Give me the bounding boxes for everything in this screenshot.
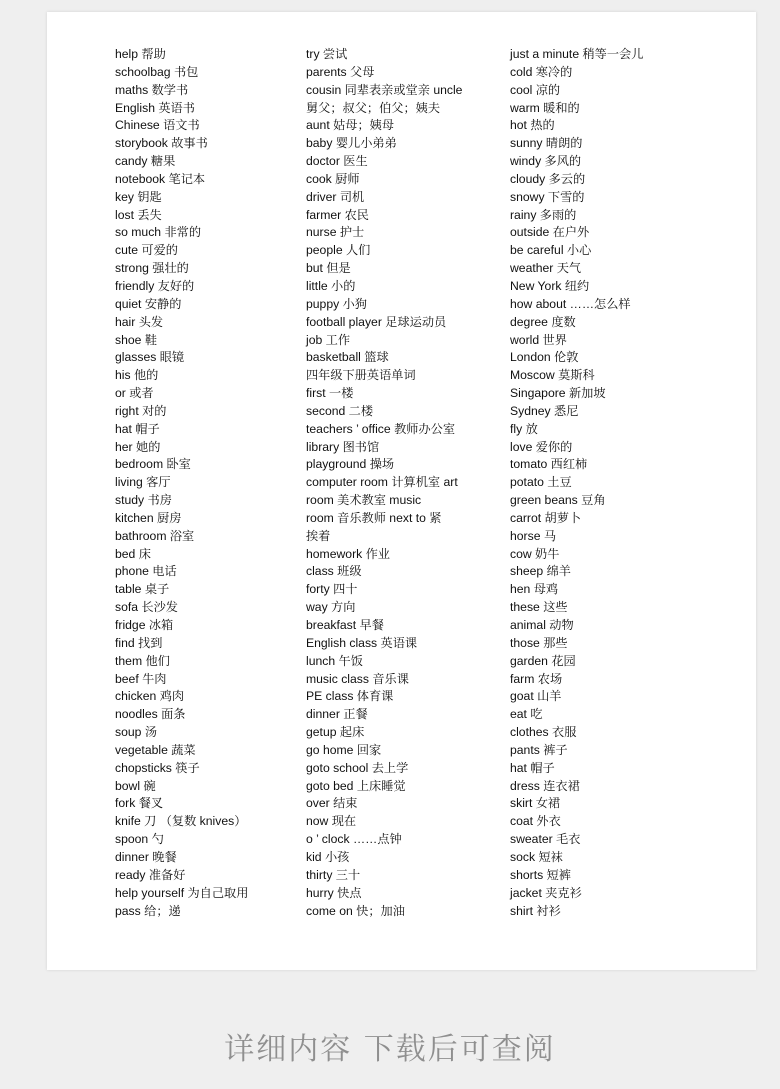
vocab-entry: getup 起床 [306,725,365,740]
vocab-entry: degree 度数 [510,314,576,329]
vocab-entry: pass 给；递 [115,903,181,918]
vocab-entry: driver 司机 [306,189,365,204]
vocab-entry: job 工作 [306,332,351,347]
vocab-entry: eat 吃 [510,707,543,722]
document-page [47,12,756,970]
vocab-entry: vegetable 蔬菜 [115,742,196,757]
vocab-entry: 舅父；叔父；伯父；姨夫 [306,100,441,115]
vocab-entry: New York 纽约 [510,278,590,293]
vocab-entry: hair 头发 [115,314,164,329]
vocab-entry: carrot 胡萝卜 [510,510,582,525]
vocab-entry: potato 土豆 [510,475,572,490]
vocab-entry: lost 丢失 [115,207,162,222]
vocab-entry: schoolbag 书包 [115,64,199,79]
vocab-entry: notebook 笔记本 [115,171,206,186]
vocab-entry: just a minute 稍等一会儿 [510,47,644,61]
vocab-entry: hat 帽子 [115,421,160,436]
vocab-entry: bowl 碗 [115,778,156,793]
vocab-entry: farm 农场 [510,671,563,686]
vocab-entry: Singapore 新加坡 [510,386,606,401]
vocab-entry: library 图书馆 [306,439,380,454]
vocab-entry: cloudy 多云的 [510,171,586,186]
vocab-entry: hurry 快点 [306,885,362,900]
vocab-entry: these 这些 [510,600,568,615]
vocab-entry: table 桌子 [115,582,170,597]
vocab-entry: playground 操场 [306,457,395,472]
vocab-entry: be careful 小心 [510,243,592,258]
vocab-entry: English 英语书 [115,100,195,115]
vocab-entry: dress 连衣裙 [510,778,580,793]
vocab-entry: now 现在 [306,814,357,829]
vocab-entry: bedroom 卧室 [115,457,191,472]
vocab-entry: goto bed 上床睡觉 [306,778,406,793]
vocab-entry: London 伦敦 [510,350,579,365]
vocab-entry: strong 强壮的 [115,261,189,276]
word-column-1 [115,46,295,920]
vocab-entry: garden 花园 [510,653,576,668]
vocab-entry: dinner 正餐 [306,707,368,722]
vocab-entry: shoe 鞋 [115,332,158,347]
vocab-entry: phone 电话 [115,564,177,579]
word-column-2 [306,46,492,920]
vocab-entry: sheep 绵羊 [510,564,571,579]
vocab-entry: 挨着 [306,528,331,543]
vocab-entry: cow 奶牛 [510,546,560,561]
vocab-entry: baby 婴儿小弟弟 [306,136,397,151]
vocab-entry: clothes 衣服 [510,725,577,740]
vocab-entry: football player 足球运动员 [306,314,447,329]
vocab-entry: chopsticks 筷子 [115,760,200,775]
vocab-entry: cold 寒冷的 [510,64,573,79]
vocab-entry: so much 非常的 [115,225,202,240]
vocab-entry: chicken 鸡肉 [115,689,185,704]
vocab-entry: goat 山羊 [510,689,562,704]
vocab-entry: sock 短袜 [510,849,563,864]
vocab-entry: class 班级 [306,564,362,579]
vocab-entry: sofa 长沙发 [115,600,178,615]
vocab-entry: horse 马 [510,528,557,543]
vocab-entry: find 找到 [115,635,163,650]
vocab-entry: doctor 医生 [306,154,368,169]
vocab-entry: over 结束 [306,796,358,811]
vocab-entry: key 钥匙 [115,189,162,204]
vocab-entry: how about ……怎么样 [510,296,631,311]
vocab-entry: her 她的 [115,439,161,454]
vocab-entry: friendly 友好的 [115,278,195,293]
vocab-entry: PE class 体育课 [306,689,394,704]
vocab-entry: fork 餐叉 [115,796,164,811]
vocab-entry: homework 作业 [306,546,390,561]
vocab-entry: people 人们 [306,243,371,258]
vocab-entry: living 客厅 [115,475,171,490]
vocab-entry: glasses 眼镜 [115,350,185,365]
vocab-entry: computer room 计算机室 art [306,475,458,490]
vocab-entry: snowy 下雪的 [510,189,585,204]
vocab-entry: study 书房 [115,493,172,508]
vocab-entry: sweater 毛衣 [510,832,581,847]
vocab-entry: puppy 小狗 [306,296,367,311]
vocab-entry: 四年级下册英语单词 [306,368,416,383]
vocab-entry: coat 外衣 [510,814,561,829]
vocab-entry: warm 暖和的 [510,100,580,115]
vocab-entry: love 爱你的 [510,439,573,454]
vocab-entry: forty 四十 [306,582,358,597]
vocab-entry: animal 动物 [510,618,574,632]
vocab-entry: breakfast 早餐 [306,618,384,632]
vocab-entry: o ’ clock ……点钟 [306,832,402,847]
vocab-entry: windy 多风的 [510,154,582,169]
vocab-entry: hot 热的 [510,118,555,133]
vocab-entry: help yourself 为自己取用 [115,885,249,900]
vocab-entry: music class 音乐课 [306,671,409,686]
vocab-entry: ready 准备好 [115,867,186,882]
vocab-entry: cousin 同辈表亲或堂亲 uncle [306,82,463,97]
vocab-entry: English class 英语课 [306,635,418,650]
vocab-entry: right 对的 [115,403,167,418]
vocab-entry: his 他的 [115,368,159,383]
vocab-entry: jacket 夹克衫 [510,885,582,900]
vocab-entry: weather 天气 [510,261,582,276]
vocab-entry: world 世界 [510,332,567,347]
vocab-entry: shirt 衬衫 [510,903,561,918]
vocab-entry: help 帮助 [115,47,166,61]
vocab-entry: hat 帽子 [510,760,555,775]
vocab-entry: fly 放 [510,421,538,436]
vocab-entry: lunch 午饭 [306,653,363,668]
vocab-entry: quiet 安静的 [115,296,182,311]
vocab-entry: sunny 晴朗的 [510,136,583,151]
vocab-entry: try 尝试 [306,47,348,61]
vocab-entry: candy 糖果 [115,154,176,169]
vocab-entry: Chinese 语文书 [115,118,200,133]
vocab-entry: those 那些 [510,635,568,650]
vocab-entry: dinner 晚餐 [115,849,177,864]
vocab-entry: shorts 短裤 [510,867,571,882]
vocab-entry: kitchen 厨房 [115,510,182,525]
vocab-entry: nurse 护士 [306,225,365,240]
vocab-entry: Moscow 莫斯科 [510,368,595,383]
vocab-entry: hen 母鸡 [510,582,559,597]
vocab-entry: rainy 多雨的 [510,207,577,222]
vocab-entry: soup 汤 [115,725,158,740]
vocab-entry: come on 快；加油 [306,903,405,918]
vocab-entry: tomato 西红柿 [510,457,588,472]
vocab-entry: knife 刀 （复数 knives） [115,814,247,829]
vocab-entry: second 二楼 [306,403,374,418]
vocab-entry: pants 裤子 [510,742,568,757]
vocab-entry: parents 父母 [306,64,375,79]
vocab-entry: outside 在户外 [510,225,590,240]
vocab-entry: cute 可爱的 [115,243,178,258]
vocab-entry: go home 回家 [306,742,382,757]
vocab-entry: bed 床 [115,546,151,561]
vocab-entry: thirty 三十 [306,867,361,882]
vocab-entry: kid 小孩 [306,849,350,864]
word-column-3 [510,46,685,920]
vocab-entry: little 小的 [306,278,356,293]
vocab-entry: fridge 冰箱 [115,618,174,632]
vocab-entry: aunt 姑母；姨母 [306,118,395,133]
vocab-entry: goto school 去上学 [306,760,409,775]
vocab-entry: cool 凉的 [510,82,561,97]
vocab-entry: or 或者 [115,386,154,401]
vocab-entry: bathroom 浴室 [115,528,195,543]
vocab-entry: maths 数学书 [115,82,189,97]
vocab-entry: noodles 面条 [115,707,186,722]
vocab-entry: them 他们 [115,653,170,668]
vocab-entry: storybook 故事书 [115,136,208,151]
vocab-entry: green beans 豆角 [510,493,606,508]
vocab-entry: room 美术教室 music [306,493,422,508]
vocab-entry: but 但是 [306,261,351,276]
vocab-entry: way 方向 [306,600,356,615]
vocab-entry: cook 厨师 [306,171,360,186]
vocab-entry: farmer 农民 [306,207,369,222]
vocab-entry: Sydney 悉尼 [510,403,579,418]
vocab-entry: spoon 勺 [115,832,164,847]
footer-note: 详细内容 下载后可查阅 [224,1032,556,1067]
vocab-entry: first 一楼 [306,386,354,401]
vocab-entry: skirt 女裙 [510,796,561,811]
vocab-entry: beef 牛肉 [115,671,167,686]
vocab-entry: basketball 篮球 [306,350,389,365]
vocab-entry: teachers ’ office 教师办公室 [306,421,456,436]
vocab-entry: room 音乐教师 next to 紧 [306,510,442,525]
